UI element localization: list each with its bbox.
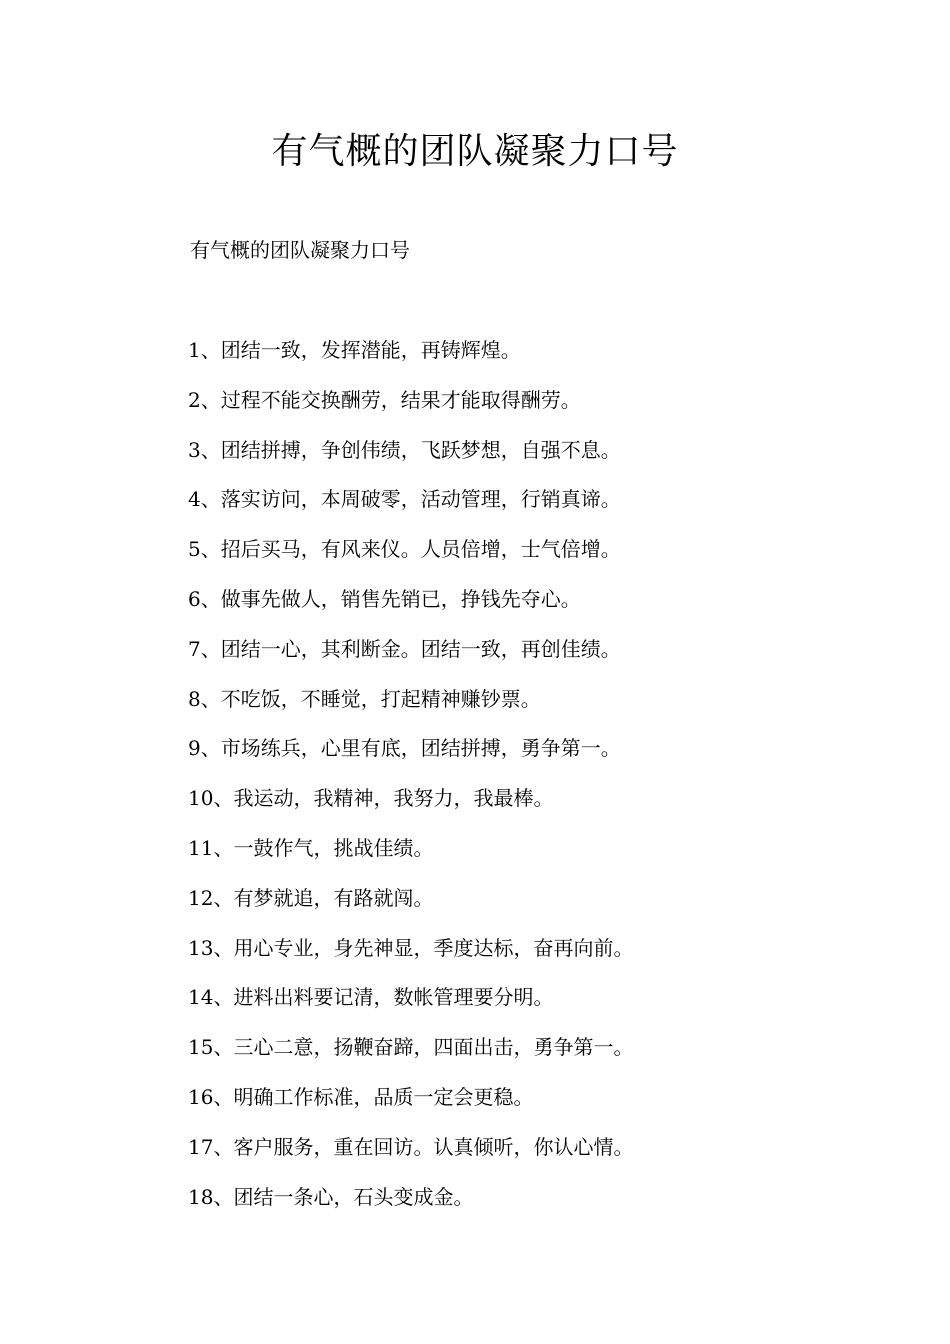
slogan-item: 12、有梦就追，有路就闯。 bbox=[188, 885, 434, 910]
slogan-item: 4、落实访问，本周破零，活动管理，行销真谛。 bbox=[188, 487, 621, 512]
slogan-item: 16、明确工作标准，品质一定会更稳。 bbox=[188, 1084, 534, 1109]
slogan-item: 13、用心专业，身先神显，季度达标，奋再向前。 bbox=[188, 935, 634, 960]
slogan-item: 6、做事先做人，销售先销已，挣钱先夺心。 bbox=[188, 586, 581, 611]
slogan-item: 10、我运动，我精神，我努力，我最棒。 bbox=[188, 786, 554, 811]
document-subtitle: 有气概的团队凝聚力口号 bbox=[190, 238, 410, 262]
slogan-item: 9、市场练兵，心里有底，团结拼搏，勇争第一。 bbox=[188, 736, 621, 761]
slogan-item: 1、团结一致，发挥潜能，再铸辉煌。 bbox=[188, 338, 521, 362]
slogan-item: 15、三心二意，扬鞭奋蹄，四面出击，勇争第一。 bbox=[188, 1035, 634, 1060]
document-title: 有气概的团队凝聚力口号 bbox=[271, 131, 679, 172]
slogan-item: 2、过程不能交换酬劳，结果才能取得酬劳。 bbox=[188, 387, 581, 412]
slogan-list bbox=[188, 334, 633, 1230]
slogan-item: 8、不吃饭，不睡觉，打起精神赚钞票。 bbox=[188, 686, 541, 711]
slogan-item: 18、团结一条心，石头变成金。 bbox=[188, 1184, 474, 1209]
slogan-item: 17、客户服务，重在回访。认真倾听，你认心情。 bbox=[188, 1134, 634, 1159]
slogan-item: 7、团结一心，其利断金。团结一致，再创佳绩。 bbox=[188, 636, 621, 661]
slogan-item: 5、招后买马，有风来仪。人员倍增，士气倍增。 bbox=[188, 537, 621, 562]
slogan-item: 3、团结拼搏，争创伟绩，飞跃梦想，自强不息。 bbox=[188, 437, 621, 462]
slogan-item: 14、进料出料要记清，数帐管理要分明。 bbox=[188, 985, 554, 1010]
slogan-item: 11、一鼓作气，挑战佳绩。 bbox=[188, 835, 434, 860]
